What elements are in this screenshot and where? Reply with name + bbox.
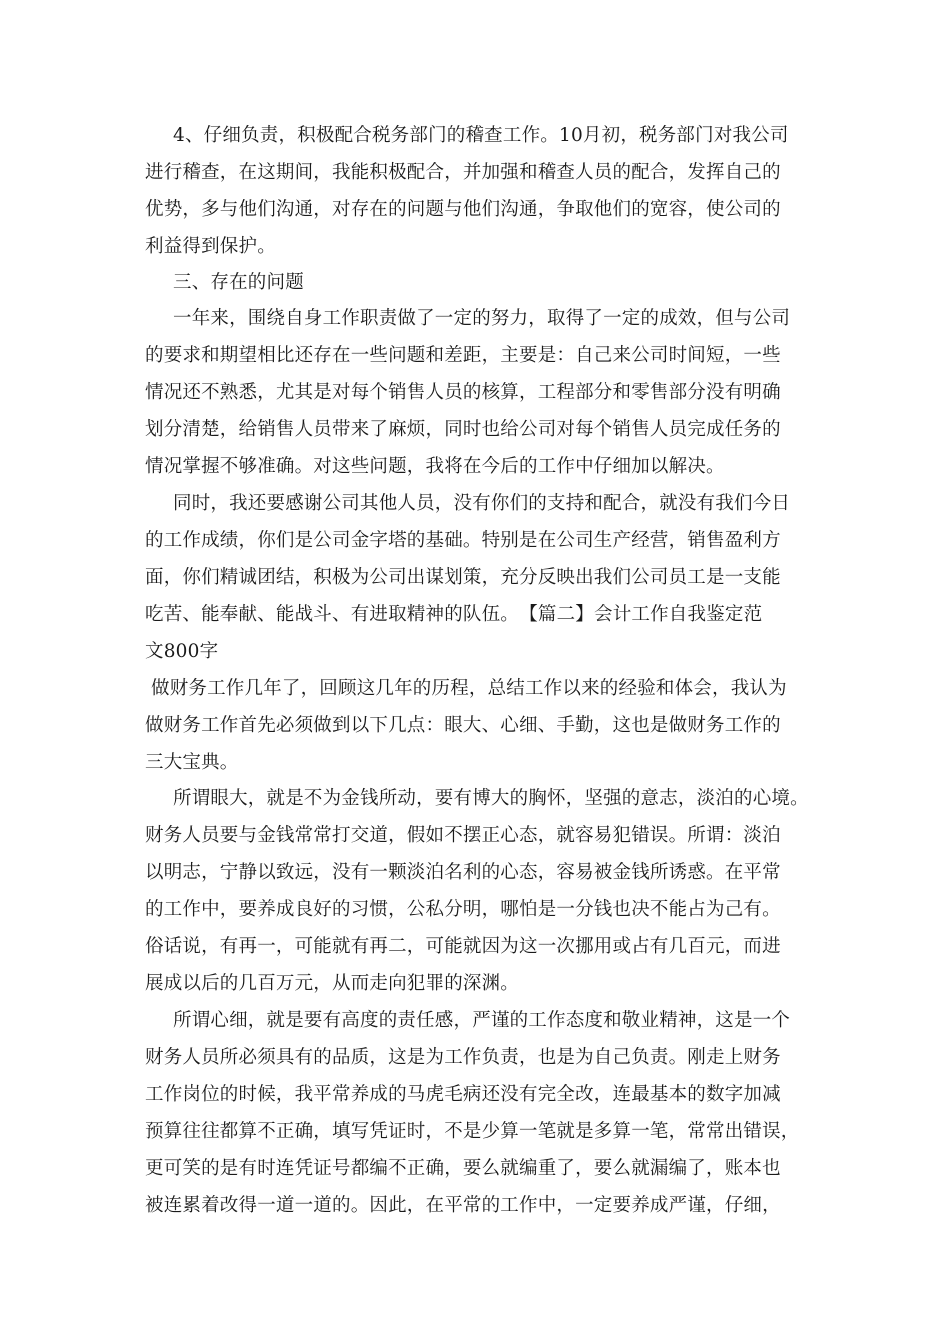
text-line: 做财务工作首先必须做到以下几点：眼大、心细、手勤，这也是做财务工作的 [145,715,781,736]
text-line: 所谓心细，就是要有高度的责任感，严谨的工作态度和敬业精神，这是一个 [173,1010,791,1031]
text-line: 财务人员所必须具有的品质，这是为工作负责，也是为自己负责。刚走上财务 [145,1047,781,1068]
text-line: 预算往往都算不正确，填写凭证时，不是少算一笔就是多算一笔，常常出错误， [145,1121,800,1142]
text-line: 以明志，宁静以致远，没有一颗淡泊名利的心态，容易被金钱所诱惑。在平常 [145,862,781,883]
text-line: 面，你们精诚团结，积极为公司出谋划策，充分反映出我们公司员工是一支能 [145,567,781,588]
text-line: 优势，多与他们沟通，对存在的问题与他们沟通，争取他们的宽容，使公司的 [145,199,781,220]
text-line: 展成以后的几百万元，从而走向犯罪的深渊。 [145,973,520,994]
text-line: 文800字 [145,641,219,662]
text-line: 被连累着改得一道一道的。因此，在平常的工作中，一定要养成严谨，仔细， [145,1195,781,1216]
text-line: 三大宝典。 [145,752,239,773]
text-line: 同时，我还要感谢公司其他人员，没有你们的支持和配合，就没有我们今日 [173,493,791,514]
text-line: 的要求和期望相比还存在一些问题和差距，主要是：自己来公司时间短，一些 [145,345,781,366]
text-line: 做财务工作几年了，回顾这几年的历程，总结工作以来的经验和体会，我认为 [151,678,787,699]
text-line: 4、仔细负责，积极配合税务部门的稽查工作。10月初，税务部门对我公司 [173,125,789,146]
text-line: 工作岗位的时候，我平常养成的马虎毛病还没有完全改，连最基本的数字加减 [145,1084,781,1105]
text-line: 财务人员要与金钱常常打交道，假如不摆正心态，就容易犯错误。所谓：淡泊 [145,825,781,846]
text-line: 利益得到保护。 [145,236,276,257]
text-line: 情况掌握不够准确。对这些问题，我将在今后的工作中仔细加以解决。 [145,456,725,477]
text-line: 吃苦、能奉献、能战斗、有进取精神的队伍。 【篇二】会计工作自我鉴定范 [145,604,763,625]
text-line: 情况还不熟悉，尤其是对每个销售人员的核算，工程部分和零售部分没有明确 [145,382,781,403]
text-line: 俗话说，有再一，可能就有再二，可能就因为这一次挪用或占有几百元，而进 [145,936,781,957]
section-heading: 三、存在的问题 [173,272,304,293]
text-line: 所谓眼大，就是不为金钱所动，要有博大的胸怀，坚强的意志，淡泊的心境。 [173,788,809,809]
text-line: 的工作成绩，你们是公司金字塔的基础。特别是在公司生产经营，销售盈利方 [145,530,781,551]
text-line: 进行稽查，在这期间，我能积极配合，并加强和稽查人员的配合，发挥自己的 [145,162,781,183]
text-line: 一年来，围绕自身工作职责做了一定的努力，取得了一定的成效，但与公司 [173,308,791,329]
text-line: 的工作中，要养成良好的习惯，公私分明，哪怕是一分钱也决不能占为己有。 [145,899,781,920]
text-line: 更可笑的是有时连凭证号都编不正确，要么就编重了，要么就漏编了，账本也 [145,1158,781,1179]
text-line: 划分清楚，给销售人员带来了麻烦，同时也给公司对每个销售人员完成任务的 [145,419,781,440]
